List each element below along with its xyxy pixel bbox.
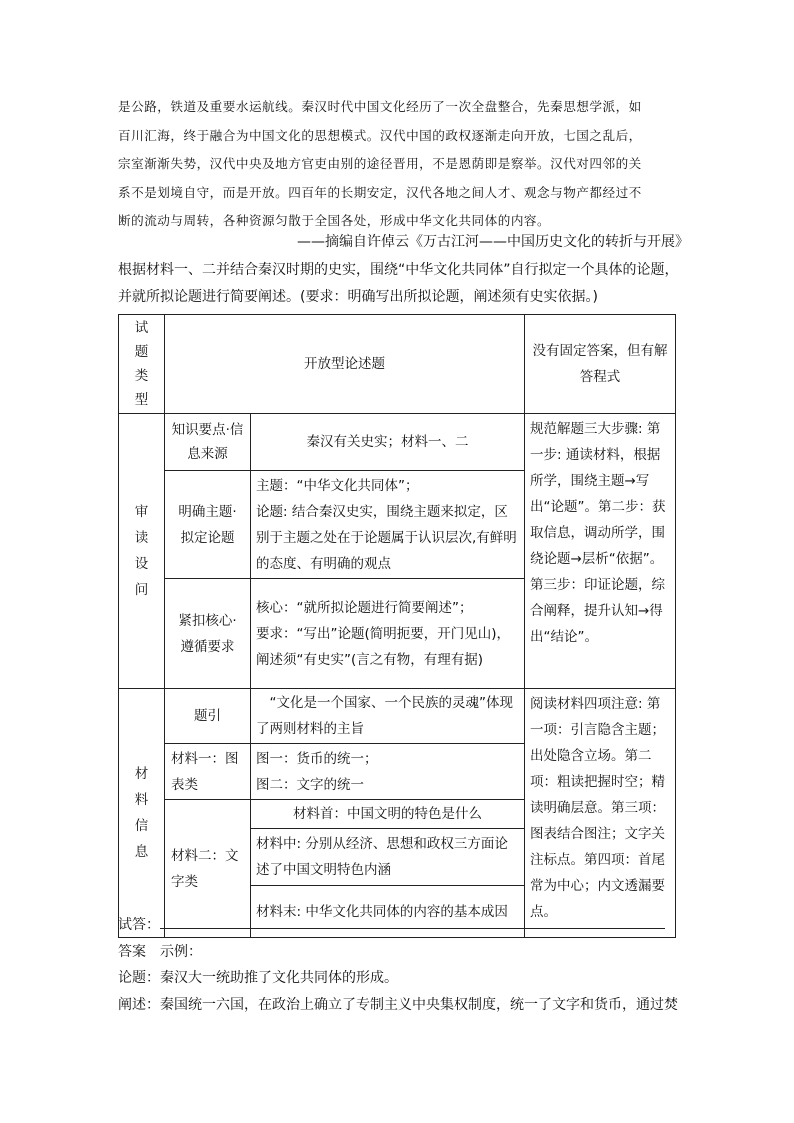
try-label: 试答： <box>118 917 160 933</box>
review-content-line: 要求：“写出”论题(简明扼要，开门见山)，阐述须“有史实”(言之有物，有理有据) <box>256 625 511 668</box>
table-row <box>119 414 676 471</box>
materials-sub-label: 题引 <box>165 689 251 744</box>
materials-content: 材料首：中国文明的特色是什么 <box>251 800 525 829</box>
example-label: 示例： <box>160 943 202 960</box>
review-content <box>251 471 525 579</box>
passage-line: 宗室渐渐失势，汉代中央及地方官吏由别的途径晋用，不是恩荫即是察举。汉代对四邻的关 <box>118 156 642 171</box>
answer-thesis: 论题：秦汉大一统助推了文化共同体的形成。 <box>118 970 398 986</box>
table-header-row <box>119 315 676 414</box>
answer-elaboration: 阐述：秦国统一六国，在政治上确立了专制主义中央集权制度，统一了文字和货币，通过焚 <box>118 996 678 1013</box>
materials-content-line: 图二：文字的统一 <box>256 776 364 793</box>
analysis-table <box>118 314 676 938</box>
review-sub-label: 知识要点·信息来源 <box>165 414 251 471</box>
passage-line: 百川汇海，终于融合为中国文化的思想模式。汉代中国的政权逐渐走向开放，七国之乱后， <box>118 127 642 143</box>
review-content-line: 核心：“就所拟论题进行简要阐述”； <box>256 599 473 616</box>
header-type-label: 试题类型 <box>119 315 165 414</box>
prompt-line: 并就所拟论题进行简要阐述。(要求：明确写出所拟论题，阐述须有史实依据。) <box>118 289 598 305</box>
answer-heading-row <box>118 939 683 966</box>
materials-content <box>251 744 525 800</box>
materials-content-line: 图一：货币的统一； <box>256 750 378 767</box>
answer-section <box>118 912 683 1018</box>
review-sub-label: 明确主题·拟定论题 <box>165 471 251 579</box>
prompt-line: 根据材料一、二并结合秦汉时期的史实，围绕“中华文化共同体”自行拟定一个具体的论题， <box>118 262 679 278</box>
header-note: 没有固定答案，但有解答程式 <box>525 315 676 414</box>
materials-content: “文化是一个国家、一个民族的灵魂”体现了两则材料的主旨 <box>251 689 525 744</box>
question-prompt <box>118 257 680 311</box>
review-content-line: 主题：“中华文化共同体”； <box>256 477 419 494</box>
materials-sub-label: 材料一：图表类 <box>165 744 251 800</box>
passage-line: 系不是划境自守，而是开放。四百年的长期安定，汉代各地之间人才、观念与物产都经过不 <box>118 184 642 200</box>
passage-line: 是公路，铁道及重要水运航线。秦汉时代中国文化经历了一次全盘整合，先秦思想学派，如 <box>118 99 642 114</box>
passage-line: 断的流动与周转，各种资源匀散于全国各处，形成中华文化共同体的内容。 <box>118 213 551 228</box>
materials-sub-label: 材料二：文字类 <box>165 800 251 938</box>
review-content <box>251 579 525 689</box>
source-citation: ——摘编自许倬云《万古江河——中国历史文化的转折与开展》 <box>297 234 689 250</box>
materials-content: 材料末: 中华文化共同体的内容的基本成因 <box>251 886 525 938</box>
header-title: 开放型论述题 <box>165 315 525 414</box>
review-label: 审读设问 <box>119 414 165 689</box>
materials-label: 材料信息 <box>119 689 165 938</box>
try-answer-row <box>118 912 683 939</box>
table-row <box>119 689 676 744</box>
materials-tips: 阅读材料四项注意: 第一项：引言隐含主题；出处隐含立场。第二项：粗读把握时空；精读明确层意。第三项：图表结合图注；文字关注标点。第四项：首尾常为中心；内文透漏要点。 <box>525 689 676 938</box>
review-steps: 规范解题三大步骤: 第一步: 通读材料，根据所学，围绕主题→写出“论题”。第二步：获取信息，调动所学，围绕论题→层析“依据”。第三步：印证论题，综合阐释，提升认知→得出“结论”。 <box>525 414 676 689</box>
answer-blank-line[interactable] <box>160 914 665 929</box>
answer-label: 答案 <box>118 943 146 960</box>
review-content-line: 论题: 结合秦汉史实，围绕主题来拟定，区别于主题之处在于论题属于认识层次,有鲜明的态度、有明确的观点 <box>256 503 517 572</box>
review-sub-label: 紧扣核心·遵循要求 <box>165 579 251 689</box>
materials-content: 材料中: 分别从经济、思想和政权三方面论述了中国文明特色内涵 <box>251 829 525 886</box>
material-passage <box>118 93 678 236</box>
review-content: 秦汉有关史实；材料一、二 <box>251 414 525 471</box>
